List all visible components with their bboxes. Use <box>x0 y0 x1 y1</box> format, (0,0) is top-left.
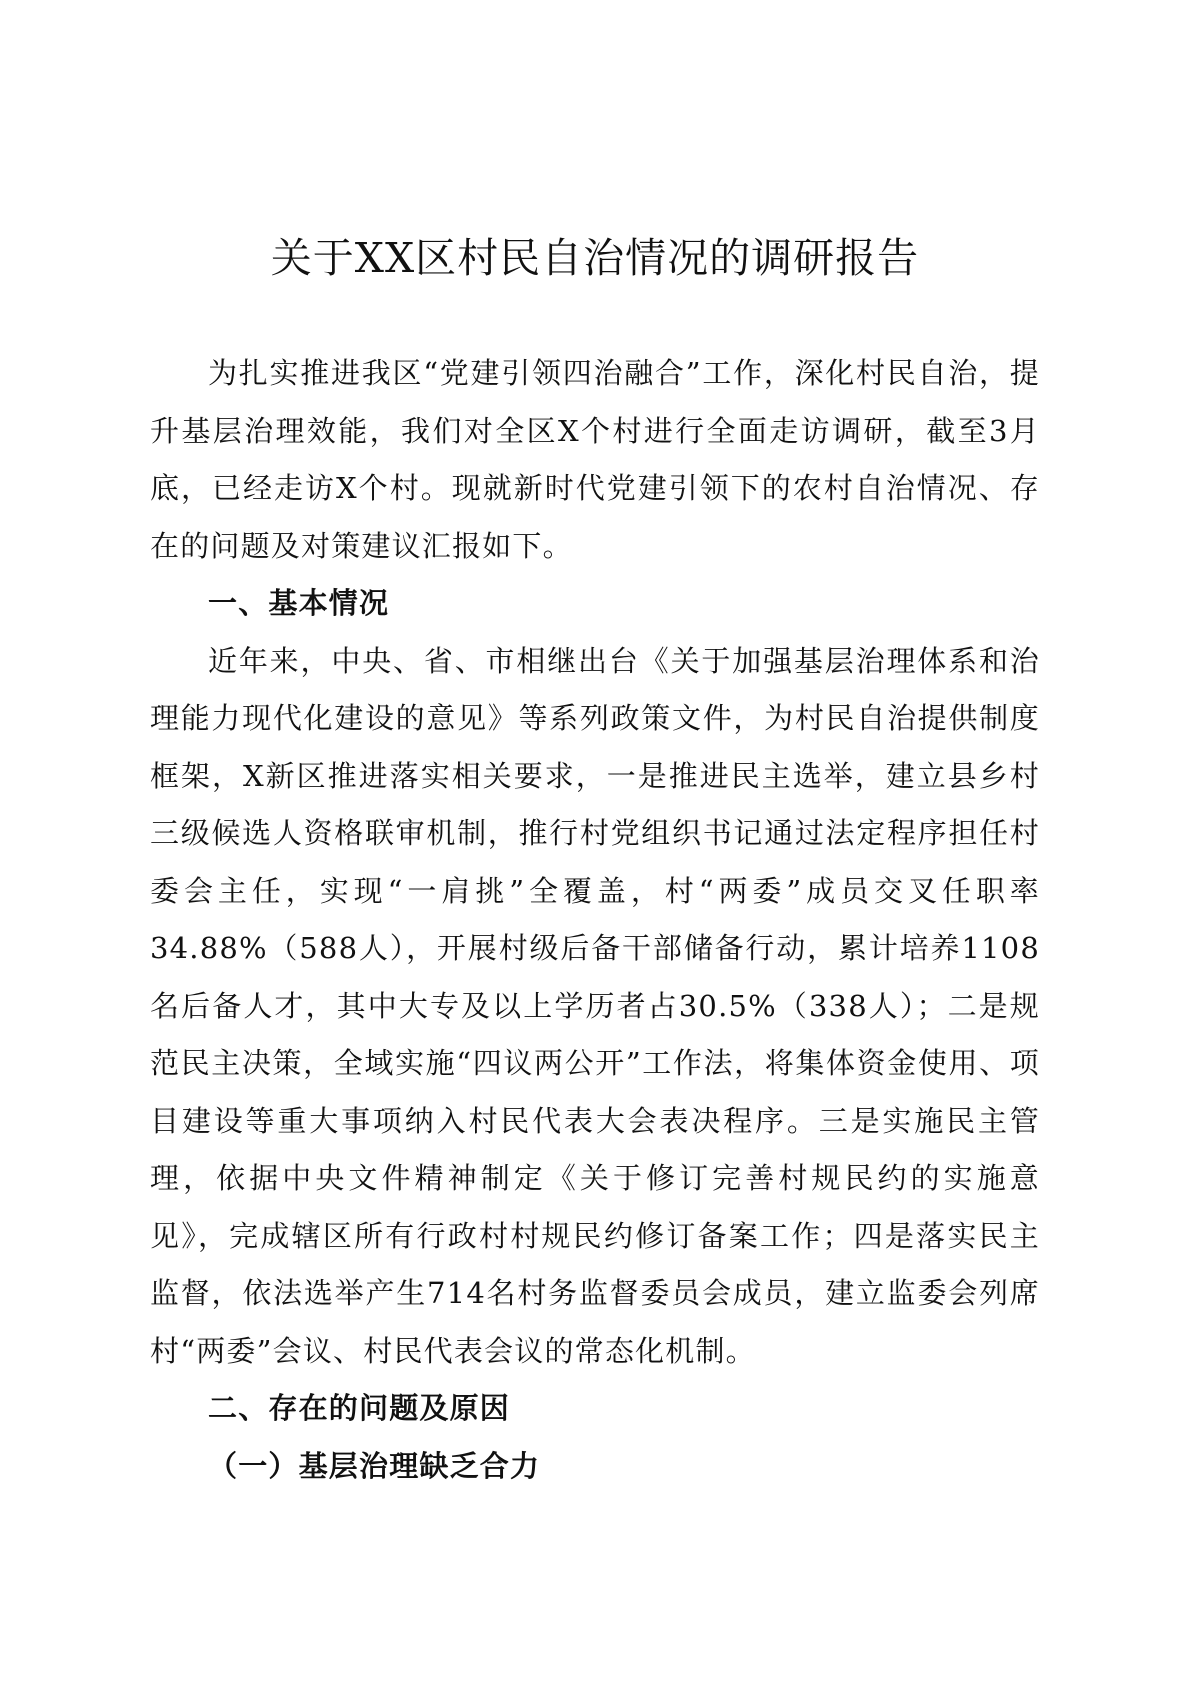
basic-situation-paragraph: 近年来，中央、省、市相继出台《关于加强基层治理体系和治理能力现代化建设的意见》等系列政策文件，为村民自治提供制度框架，X新区推进落实相关要求，一是推进民主选举，建立县乡村三级候选人资格联审机制，推行村党组织书记通过法定程序担任村委会主任，实现“一肩挑”全覆盖，村“两委”成员交叉任职率34.88%（588人），开展村级后备干部储备行动，累计培养1108名后备人才，其中大专及以上学历者占30.5%（338人）；二是规范民主决策，全域实施“四议两公开”工作法，将集体资金使用、项目建设等重大事项纳入村民代表大会表决程序。三是实施民主管理，依据中央文件精神制定《关于修订完善村规民约的实施意见》，完成辖区所有行政村村规民约修订备案工作；四是落实民主监督，依法选举产生714名村务监督委员会成员，建立监委会列席村“两委”会议、村民代表会议的常态化机制。 <box>150 643 1040 1368</box>
document-body <box>150 345 1040 1495</box>
subsection-heading-governance: （一）基层治理缺乏合力 <box>208 1448 541 1483</box>
section-heading-basic-situation: 一、基本情况 <box>208 586 390 620</box>
document-title: 关于XX区村民自治情况的调研报告 <box>270 234 920 282</box>
section-heading-problems: 二、存在的问题及原因 <box>208 1391 511 1425</box>
intro-paragraph: 为扎实推进我区“党建引领四治融合”工作，深化村民自治，提升基层治理效能，我们对全区X个村进行全面走访调研，截至3月底，已经走访X个村。现就新时代党建引领下的农村自治情况、存在的问题及对策建议汇报如下。 <box>150 356 1040 563</box>
